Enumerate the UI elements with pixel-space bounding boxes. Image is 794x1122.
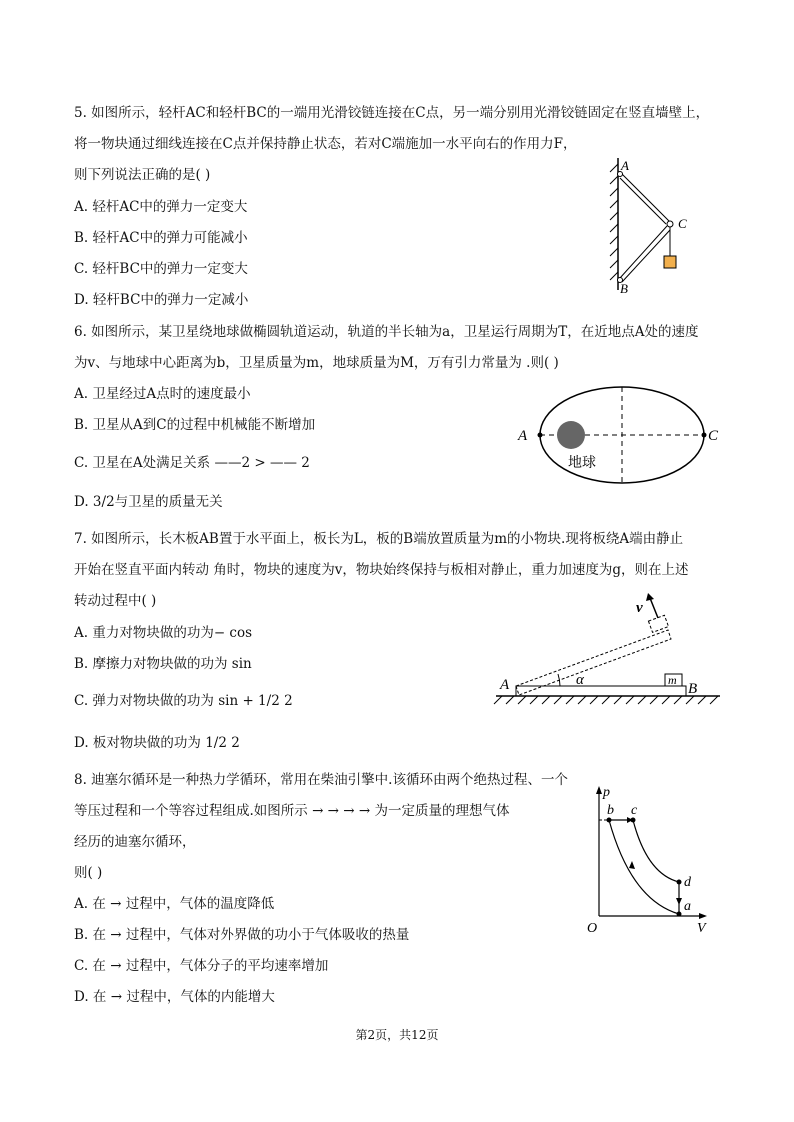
label-alpha: α <box>576 672 584 688</box>
point-a <box>677 912 682 917</box>
q5-stem-line-3: 则下列说法正确的是( ) <box>74 167 211 183</box>
point-c <box>631 818 636 823</box>
q8-stem-line-3: 经历的迪塞尔循环， <box>74 834 196 850</box>
rod-bc-edge-2 <box>622 230 670 282</box>
label-a: a <box>684 899 691 914</box>
label-d: d <box>684 875 691 890</box>
q7-stem-line-1: 7. 如图所示，长木板AB置于水平面上，板长为L，板的B端放置质量为m的小物块.现将板绕A端由静止 <box>74 531 684 547</box>
board-rotated <box>516 630 671 695</box>
q7-option-b: B. 摩擦力对物块做的功为 sin <box>74 656 252 672</box>
q5-stem-line-1: 5. 如图所示，轻杆AC和轻杆BC的一端用光滑铰链连接在C点，另一端分别用光滑铰链固定在竖直墙壁上， <box>74 105 710 121</box>
label-b: B <box>688 681 698 697</box>
point-d <box>677 880 682 885</box>
rod-ac-edge-2 <box>620 178 666 224</box>
q6-option-a: A. 卫星经过A点时的速度最小 <box>74 386 251 402</box>
label-a: A <box>518 428 528 444</box>
q7-figure-rotating-board <box>490 590 725 710</box>
q8-option-d: D. 在 → 过程中，气体的内能增大 <box>74 989 275 1005</box>
q5-option-d: D. 轻杆BC中的弹力一定减小 <box>74 292 249 308</box>
point-a <box>538 433 543 438</box>
q7-stem-line-2: 开始在竖直平面内转动 角时，物块的速度为v，物块始终保持与板相对静止，重力加速度为g，则在上述 <box>74 562 689 578</box>
process-cd <box>633 820 679 882</box>
q5-figure-rods-wall <box>600 150 710 300</box>
q5-option-c: C. 轻杆BC中的弹力一定变大 <box>74 261 248 277</box>
q7-stem-line-3: 转动过程中( ) <box>74 593 157 609</box>
label-c: C <box>708 428 719 444</box>
process-ab <box>609 820 679 914</box>
label-p: p <box>603 785 610 800</box>
label-c: C <box>678 216 687 231</box>
label-earth: 地球 <box>568 455 596 471</box>
q8-option-a: A. 在 → 过程中，气体的温度降低 <box>74 896 275 912</box>
label-a: A <box>500 677 510 693</box>
label-c: c <box>631 803 638 818</box>
q5-option-a: A. 轻杆AC中的弹力一定变大 <box>74 199 248 215</box>
wall-hatching <box>610 164 618 280</box>
label-a: A <box>621 158 629 173</box>
arrow-ab <box>629 861 635 869</box>
point-b <box>607 818 612 823</box>
label-o: O <box>587 921 598 934</box>
q8-option-b: B. 在 → 过程中，气体对外界做的功小于气体吸收的热量 <box>74 927 410 943</box>
label-b: b <box>607 803 614 818</box>
board-horizontal <box>516 686 686 696</box>
v-axis-arrow <box>699 913 707 919</box>
label-v: V <box>697 921 706 934</box>
hinge-c <box>667 221 673 227</box>
q6-figure-ellipse-orbit <box>510 380 730 492</box>
rod-bc-edge-1 <box>620 226 667 278</box>
q7-option-c: C. 弹力对物块做的功为 sin + 1/2 2 <box>74 693 293 709</box>
label-m: m <box>668 673 677 687</box>
label-b: B <box>620 281 628 296</box>
q6-stem-line-2: 为v、与地球中心距离为b，卫星质量为m，地球质量为M，万有引力常量为 .则( ) <box>74 355 559 371</box>
q6-stem-line-1: 6. 如图所示，某卫星绕地球做椭圆轨道运动，轨道的半长轴为a，卫星运行周期为T，在近地点A处的速度 <box>74 324 699 340</box>
q7-option-a: A. 重力对物块做的功为− cos <box>74 625 253 641</box>
page-footer: 第2页，共12页 <box>355 1028 439 1042</box>
velocity-arrowhead <box>646 593 654 601</box>
q8-stem-line-2: 等压过程和一个等容过程组成.如图所示 → → → → 为一定质量的理想气体 <box>74 803 510 819</box>
label-v: v <box>636 600 643 616</box>
q6-option-c: C. 卫星在A处满足关系 ——2 > —— 2 <box>74 455 310 471</box>
ground-hatching <box>494 696 718 704</box>
velocity-arrow <box>650 598 658 618</box>
p-axis-arrow <box>596 786 602 794</box>
q5-stem-line-2: 将一物块通过细线连接在C点并保持静止状态，若对C端施加一水平向右的作用力F， <box>74 136 577 152</box>
block <box>664 256 676 268</box>
arrow-da <box>676 898 682 905</box>
earth <box>557 421 585 449</box>
q8-figure-pv-diagram <box>585 782 715 934</box>
q6-option-b: B. 卫星从A到C的过程中机械能不断增加 <box>74 417 316 433</box>
block-rotated <box>648 615 668 632</box>
q8-stem-line-1: 8. 迪塞尔循环是一种热力学循环，常用在柴油引擎中.该循环由两个绝热过程、一个 <box>74 772 568 788</box>
rod-ac-edge-1 <box>620 172 670 222</box>
q7-option-d: D. 板对物块做的功为 1/2 2 <box>74 735 240 751</box>
q8-option-c: C. 在 → 过程中，气体分子的平均速率增加 <box>74 958 329 974</box>
q8-stem-line-4: 则( ) <box>74 865 103 881</box>
q6-option-d: D. 3/2与卫星的质量无关 <box>74 494 223 510</box>
q5-option-b: B. 轻杆AC中的弹力可能减小 <box>74 230 248 246</box>
point-c <box>702 433 707 438</box>
